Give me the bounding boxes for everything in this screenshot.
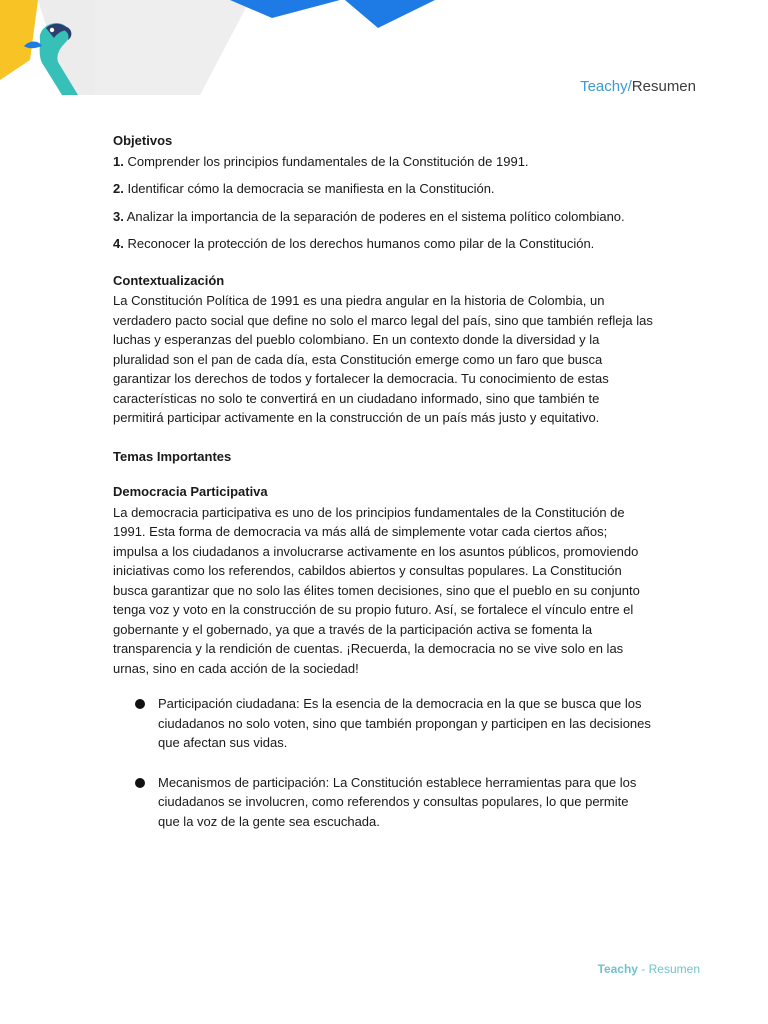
context-heading: Contextualización	[113, 272, 225, 288]
objective-item	[113, 207, 653, 227]
topics-heading: Temas Importantes	[113, 448, 232, 464]
bullet-item	[113, 694, 653, 753]
blue-shape-2	[345, 0, 435, 28]
topic-subheading: Democracia Participativa	[113, 484, 268, 499]
objectives-heading: Objetivos	[113, 133, 173, 148]
brand-header	[580, 78, 696, 95]
objective-item	[113, 152, 653, 172]
bullet-item	[113, 773, 653, 832]
objective-text: Reconocer la protección de los derechos humanos como pilar de la Constitución.	[127, 236, 595, 251]
footer-section: - Resumen	[637, 962, 700, 976]
context-body: La Constitución Política de 1991 es una piedra angular en la historia de Colombia, un verdadero pacto social que define no solo el marco legal del país, sino que también refleja las luchas y esperanzas del pueblo colombiano. En un contexto donde la diversidad y la pluralidad son el pan de cada día, esta Constitución emerge como un faro que busca garantizar los derechos de todos y fortalecer la democracia. Tu conocimiento de estas características no solo te convertirá en un ciudadano informado, sino que también te permitirá participar activamente en la construcción de un país más justo y equitativo.	[113, 293, 653, 425]
yellow-shape	[0, 0, 38, 80]
blue-shape-1	[230, 0, 340, 18]
brand-section: Resumen	[631, 78, 696, 95]
objective-item	[113, 179, 653, 199]
footer-teachy: Teachy	[597, 962, 638, 976]
bullet-text: Mecanismos de participación: La Constitución establece herramientas para que los ciudadanos se involucren, como referendos y consultas populares, lo que permite que la voz de la gente sea escuchada.	[158, 774, 637, 829]
light-grey-shape	[95, 0, 250, 95]
bullet-text: Participación ciudadana: Es la esencia de la democracia en la que se busca que los ciudadanos no solo voten, sino que también propongan y participen en las decisiones que afectan sus vidas.	[158, 696, 651, 750]
objective-number: 2.	[113, 181, 124, 196]
objective-text: Analizar la importancia de la separación de poderes en el sistema político colombiano.	[126, 208, 625, 224]
objective-number: 3.	[113, 208, 124, 224]
objective-text: Comprender los principios fundamentales de la Constitución de 1991.	[127, 153, 529, 169]
bullet-icon	[135, 778, 145, 788]
document-content	[113, 131, 653, 831]
objective-number: 4.	[113, 236, 124, 251]
objective-item	[113, 234, 653, 254]
footer-brand	[598, 962, 701, 976]
objective-text: Identificar cómo la democracia se manifiesta en la Constitución.	[127, 181, 495, 196]
bullet-icon	[135, 699, 145, 709]
brand-teachy: Teachy/	[580, 78, 632, 95]
topic-body: La democracia participativa es uno de los principios fundamentales de la Constitución de 1991. Esta forma de democracia va más allá de simplemente votar cada ciertos años; impulsa a los ciudadanos a involucrarse activamente en los asuntos públicos, promoviendo iniciativas como los referendos, cabildos abiertos y consultas populares. La Constitución busca garantizar que no solo las élites tomen decisiones, sino que el pueblo en su conjunto tenga voz y voto en la construcción de su propio futuro. Así, se fortalece el vínculo entre el gobernante y el gobernado, ya que a través de la participación activa se fomenta la transparencia y la rendición de cuentas. ¡Recuerda, la democracia no se vive solo en las urnas, sino en cada acción de la sociedad!	[113, 504, 640, 676]
objective-number: 1.	[113, 153, 124, 169]
